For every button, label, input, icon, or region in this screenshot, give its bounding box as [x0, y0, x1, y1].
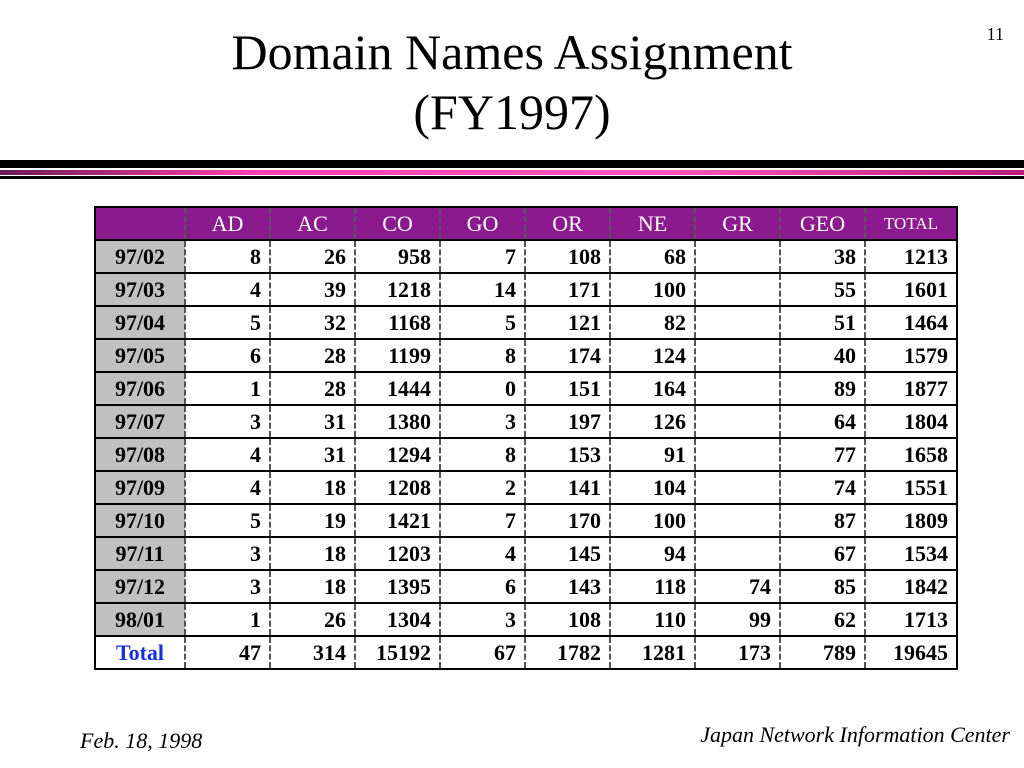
table-cell: 4	[440, 537, 525, 570]
column-header: OR	[525, 207, 610, 240]
table-cell: 19	[270, 504, 355, 537]
table-cell: 1551	[865, 471, 957, 504]
divider-accent	[0, 170, 1024, 175]
table-cell: 3	[185, 537, 270, 570]
footer-date: Feb. 18, 1998	[80, 728, 203, 753]
table-cell: 1199	[355, 339, 440, 372]
row-label: 97/12	[95, 570, 185, 603]
total-row	[95, 636, 957, 669]
table-cell: 170	[525, 504, 610, 537]
table-cell: 126	[610, 405, 695, 438]
table-cell: 15192	[355, 636, 440, 669]
row-label: Total	[95, 636, 185, 669]
table-cell: 4	[185, 471, 270, 504]
table-cell: 1877	[865, 372, 957, 405]
table-cell: 1658	[865, 438, 957, 471]
column-header: GO	[440, 207, 525, 240]
table-cell: 1304	[355, 603, 440, 636]
divider-thin	[0, 176, 1024, 179]
table-cell: 1380	[355, 405, 440, 438]
table-cell: 5	[185, 504, 270, 537]
table-cell: 40	[780, 339, 865, 372]
table-cell: 99	[695, 603, 780, 636]
table-cell: 121	[525, 306, 610, 339]
table-cell: 958	[355, 240, 440, 273]
table-cell: 47	[185, 636, 270, 669]
table-cell: 1203	[355, 537, 440, 570]
slide-title	[0, 22, 1024, 142]
table-row	[95, 306, 957, 339]
table-cell: 67	[440, 636, 525, 669]
table-cell: 1218	[355, 273, 440, 306]
table-cell	[695, 240, 780, 273]
table-cell: 1421	[355, 504, 440, 537]
table-cell: 14	[440, 273, 525, 306]
table-row	[95, 570, 957, 603]
table-cell	[695, 273, 780, 306]
table-cell: 94	[610, 537, 695, 570]
table-cell: 77	[780, 438, 865, 471]
table-cell: 18	[270, 570, 355, 603]
table-cell: 82	[610, 306, 695, 339]
table-cell: 2	[440, 471, 525, 504]
table-cell: 100	[610, 504, 695, 537]
table-cell: 1	[185, 372, 270, 405]
table-cell: 100	[610, 273, 695, 306]
table-cell: 1281	[610, 636, 695, 669]
table-cell: 1842	[865, 570, 957, 603]
row-label: 97/05	[95, 339, 185, 372]
row-label: 97/02	[95, 240, 185, 273]
table-cell: 1713	[865, 603, 957, 636]
table-cell: 0	[440, 372, 525, 405]
column-header: GEO	[780, 207, 865, 240]
table-cell: 26	[270, 603, 355, 636]
table-cell: 789	[780, 636, 865, 669]
table-row	[95, 372, 957, 405]
table-cell: 19645	[865, 636, 957, 669]
domain-assignment-table	[94, 206, 958, 670]
table-cell: 153	[525, 438, 610, 471]
row-label: 97/10	[95, 504, 185, 537]
table-cell: 5	[440, 306, 525, 339]
table-cell: 118	[610, 570, 695, 603]
column-header: TOTAL	[865, 207, 957, 240]
table-cell: 87	[780, 504, 865, 537]
table-cell: 38	[780, 240, 865, 273]
table-cell: 85	[780, 570, 865, 603]
table-cell: 3	[185, 570, 270, 603]
column-header: AD	[185, 207, 270, 240]
table-cell	[695, 372, 780, 405]
row-label: 97/04	[95, 306, 185, 339]
table-cell: 31	[270, 438, 355, 471]
table-cell: 8	[440, 339, 525, 372]
table-cell: 164	[610, 372, 695, 405]
table-cell: 39	[270, 273, 355, 306]
table-cell	[695, 537, 780, 570]
table-cell: 4	[185, 438, 270, 471]
table-cell: 174	[525, 339, 610, 372]
table-cell: 6	[440, 570, 525, 603]
table-cell: 3	[440, 405, 525, 438]
footer-organization: Japan Network Information Center	[700, 722, 1010, 747]
table-cell: 4	[185, 273, 270, 306]
table-cell: 51	[780, 306, 865, 339]
table-cell: 1395	[355, 570, 440, 603]
table-cell: 124	[610, 339, 695, 372]
table-cell: 8	[440, 438, 525, 471]
table-cell: 3	[440, 603, 525, 636]
row-label: 97/11	[95, 537, 185, 570]
column-header: GR	[695, 207, 780, 240]
table-cell: 68	[610, 240, 695, 273]
table-row	[95, 273, 957, 306]
table-cell: 91	[610, 438, 695, 471]
table-cell: 18	[270, 537, 355, 570]
table-cell: 1168	[355, 306, 440, 339]
table-cell: 67	[780, 537, 865, 570]
table-cell: 1444	[355, 372, 440, 405]
divider-thick	[0, 160, 1024, 168]
table-cell: 1213	[865, 240, 957, 273]
table-cell: 314	[270, 636, 355, 669]
table-cell: 3	[185, 405, 270, 438]
table-row	[95, 339, 957, 372]
column-header: NE	[610, 207, 695, 240]
table-cell: 26	[270, 240, 355, 273]
row-label: 97/03	[95, 273, 185, 306]
table-cell	[695, 504, 780, 537]
column-header: AC	[270, 207, 355, 240]
title-line-2: (FY1997)	[413, 84, 611, 140]
table-body	[95, 240, 957, 669]
table-row	[95, 471, 957, 504]
table-cell: 104	[610, 471, 695, 504]
table-cell: 74	[780, 471, 865, 504]
table-cell: 31	[270, 405, 355, 438]
table-cell: 1464	[865, 306, 957, 339]
table-cell	[695, 438, 780, 471]
table-cell: 1534	[865, 537, 957, 570]
table-cell: 55	[780, 273, 865, 306]
table-cell: 145	[525, 537, 610, 570]
table-cell	[695, 405, 780, 438]
row-label: 97/09	[95, 471, 185, 504]
row-label: 97/07	[95, 405, 185, 438]
table-cell: 1782	[525, 636, 610, 669]
table-cell: 1601	[865, 273, 957, 306]
table-row	[95, 603, 957, 636]
table-cell: 1804	[865, 405, 957, 438]
table-cell: 6	[185, 339, 270, 372]
table-cell: 1208	[355, 471, 440, 504]
table-cell: 8	[185, 240, 270, 273]
table-cell: 173	[695, 636, 780, 669]
table-row	[95, 405, 957, 438]
table-cell	[695, 471, 780, 504]
table-cell: 110	[610, 603, 695, 636]
table-cell: 28	[270, 372, 355, 405]
table-cell: 74	[695, 570, 780, 603]
table-cell: 89	[780, 372, 865, 405]
table-cell: 197	[525, 405, 610, 438]
column-header: CO	[355, 207, 440, 240]
table-cell: 18	[270, 471, 355, 504]
table-cell: 62	[780, 603, 865, 636]
title-line-1: Domain Names Assignment	[231, 24, 793, 80]
row-label: 97/08	[95, 438, 185, 471]
header-corner	[95, 207, 185, 240]
table-cell	[695, 306, 780, 339]
table-cell: 7	[440, 504, 525, 537]
table-cell: 1809	[865, 504, 957, 537]
table-cell: 1	[185, 603, 270, 636]
row-label: 98/01	[95, 603, 185, 636]
table-cell: 1579	[865, 339, 957, 372]
table-cell: 7	[440, 240, 525, 273]
table-cell: 143	[525, 570, 610, 603]
table-cell: 151	[525, 372, 610, 405]
page-number: 11	[986, 24, 1004, 44]
table-cell: 171	[525, 273, 610, 306]
table-cell: 1294	[355, 438, 440, 471]
table-row	[95, 537, 957, 570]
table-row	[95, 240, 957, 273]
table-row	[95, 504, 957, 537]
table-cell: 141	[525, 471, 610, 504]
row-label: 97/06	[95, 372, 185, 405]
table-cell: 28	[270, 339, 355, 372]
table-row	[95, 438, 957, 471]
table-cell: 108	[525, 603, 610, 636]
table-cell: 32	[270, 306, 355, 339]
table-header	[95, 207, 957, 240]
table-cell	[695, 339, 780, 372]
header-row	[95, 207, 957, 240]
table-cell: 64	[780, 405, 865, 438]
table-cell: 108	[525, 240, 610, 273]
table-cell: 5	[185, 306, 270, 339]
